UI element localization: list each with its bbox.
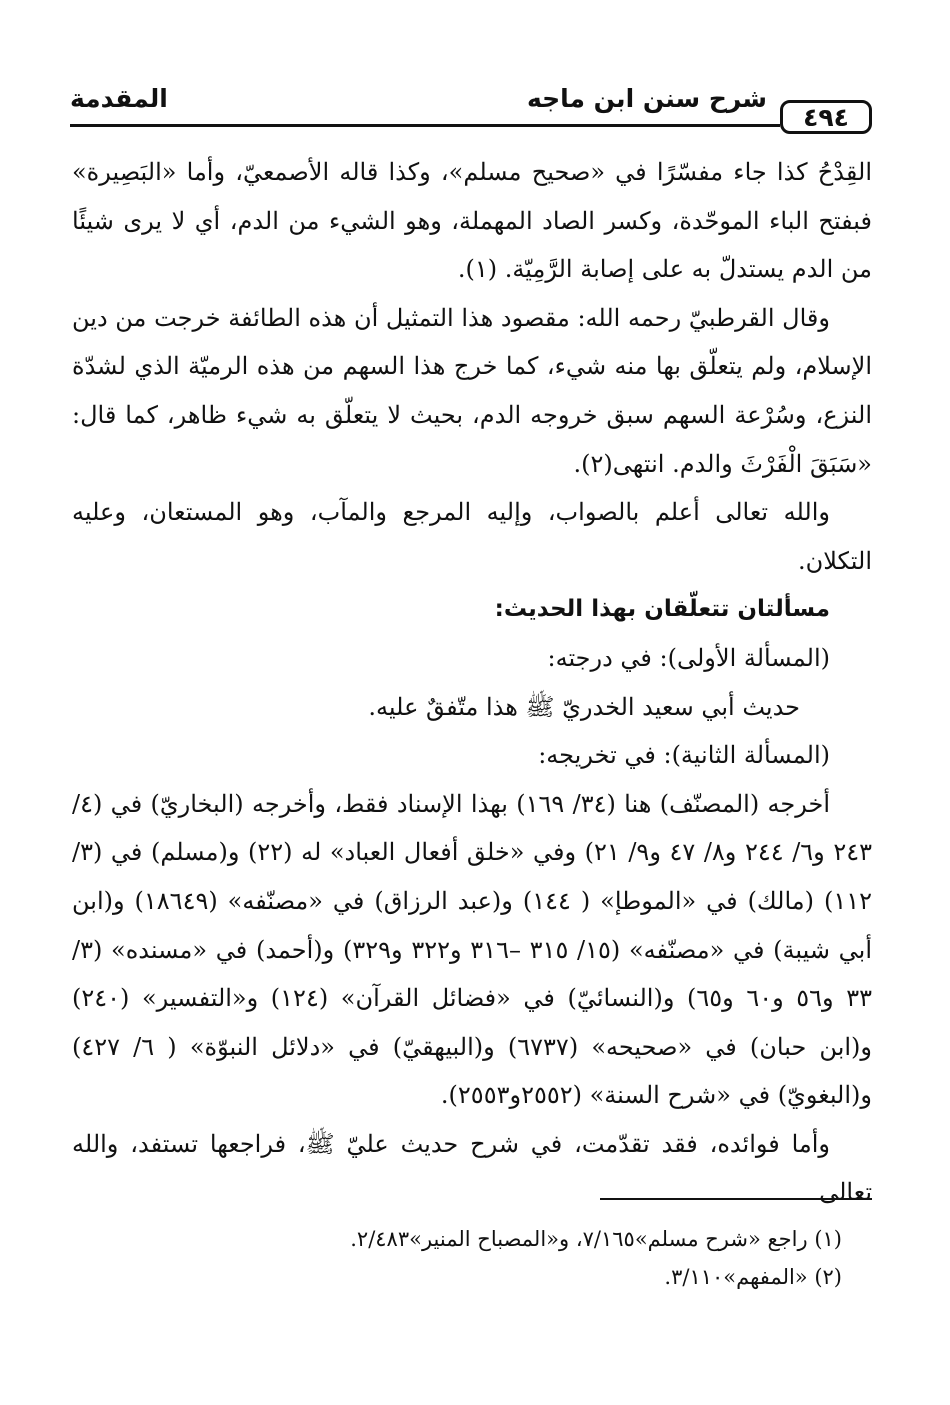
footnote-1: (١) راجع «شرح مسلم»٧/١٦٥، و«المصباح المنير»٢/٤٨٣. — [350, 1227, 842, 1251]
footnote-rule — [600, 1198, 872, 1200]
page-number: ٤٩٤ — [780, 100, 872, 134]
paragraph-3: والله تعالى أعلم بالصواب، وإليه المرجع والمآب، وهو المستعان، وعليه التكلان. — [72, 498, 872, 575]
footnotes — [72, 1220, 842, 1296]
question-1-text: حديث أبي سعيد الخدريّ ﷺ هذا متّفقٌ عليه. — [368, 692, 800, 721]
paragraph-1: القِدْحُ كذا جاء مفسّرًا في «صحيح مسلم»، وكذا قاله الأصمعيّ، وأما «البَصِيرة» فبفتح الباء الموحّدة، وكسر الصاد المهملة، وهو الشيء من الدم، أي لا يرى شيئًا من الدم يستدلّ به على إصابة الرَّمِيّة. (١). — [72, 158, 872, 284]
paragraph-5: وأما فوائده، فقد تقدّمت، في شرح حديث عليّ ﷺ، فراجعها تستفد، والله تعالى — [72, 1129, 872, 1207]
paragraph-2: وقال القرطبيّ رحمه الله: مقصود هذا التمثيل أن هذه الطائفة خرجت من دين الإسلام، ولم يتعلّق بها منه شيء، كما خرج هذا السهم من هذه الرميّة الذي لشدّة النزع، وسُرْعة السهم سبق خروجه الدم، بحيث لا يتعلّق به شيء ظاهر، كما قال: «سَبَقَ الْفَرْثَ والدم. انتهى(٢). — [72, 303, 872, 478]
page-header — [70, 78, 872, 138]
question-2-label: (المسألة الثانية): في تخريجه: — [538, 741, 830, 770]
section-title: المقدمة — [70, 84, 168, 113]
header-rule — [70, 124, 780, 127]
footnote-2: (٢) «المفهم»٣/١١٠. — [664, 1265, 842, 1289]
book-title: شرح سنن ابن ماجه — [526, 84, 767, 113]
page-body — [72, 148, 872, 1217]
paragraph-4: أخرجه (المصنّف) هنا (٣٤/ ١٦٩) بهذا الإسناد فقط، وأخرجه (البخاريّ) في (٤/ ٢٤٣ و٦/ ٢٤٤ و٨/ ٤٧ و٩/ ٢١) وفي «خلق أفعال العباد» له (٢٢) و(مسلم) في (٣/ ١١٢) (مالك) في «الموطإ» ( ١٤٤) و(عبد الرزاق) في «مصنّفه» (١٨٦٤٩) و(ابن أبي شيبة) في «مصنّفه» (١٥/ ٣١٥ –٣١٦ و٣٢٢ و٣٢٩) و(أحمد) في «مسنده» (٣/ ٣٣ و٥٦ و٦٠ و٦٥) و(النسائيّ) في «فضائل القرآن» (١٢٤) و«التفسير» (٢٤٠) و(ابن حبان) في «صحيحه» (٦٧٣٧) و(البيهقيّ) في «دلائل النبوّة» ( ٦/ ٤٢٧) و(البغويّ) في «شرح السنة» (٢٥٥٢و٢٥٥٣). — [72, 789, 873, 1110]
section-heading: مسألتان تتعلّقان بهذا الحديث: — [494, 596, 830, 623]
question-1-label: (المسألة الأولى): في درجته: — [547, 643, 830, 672]
